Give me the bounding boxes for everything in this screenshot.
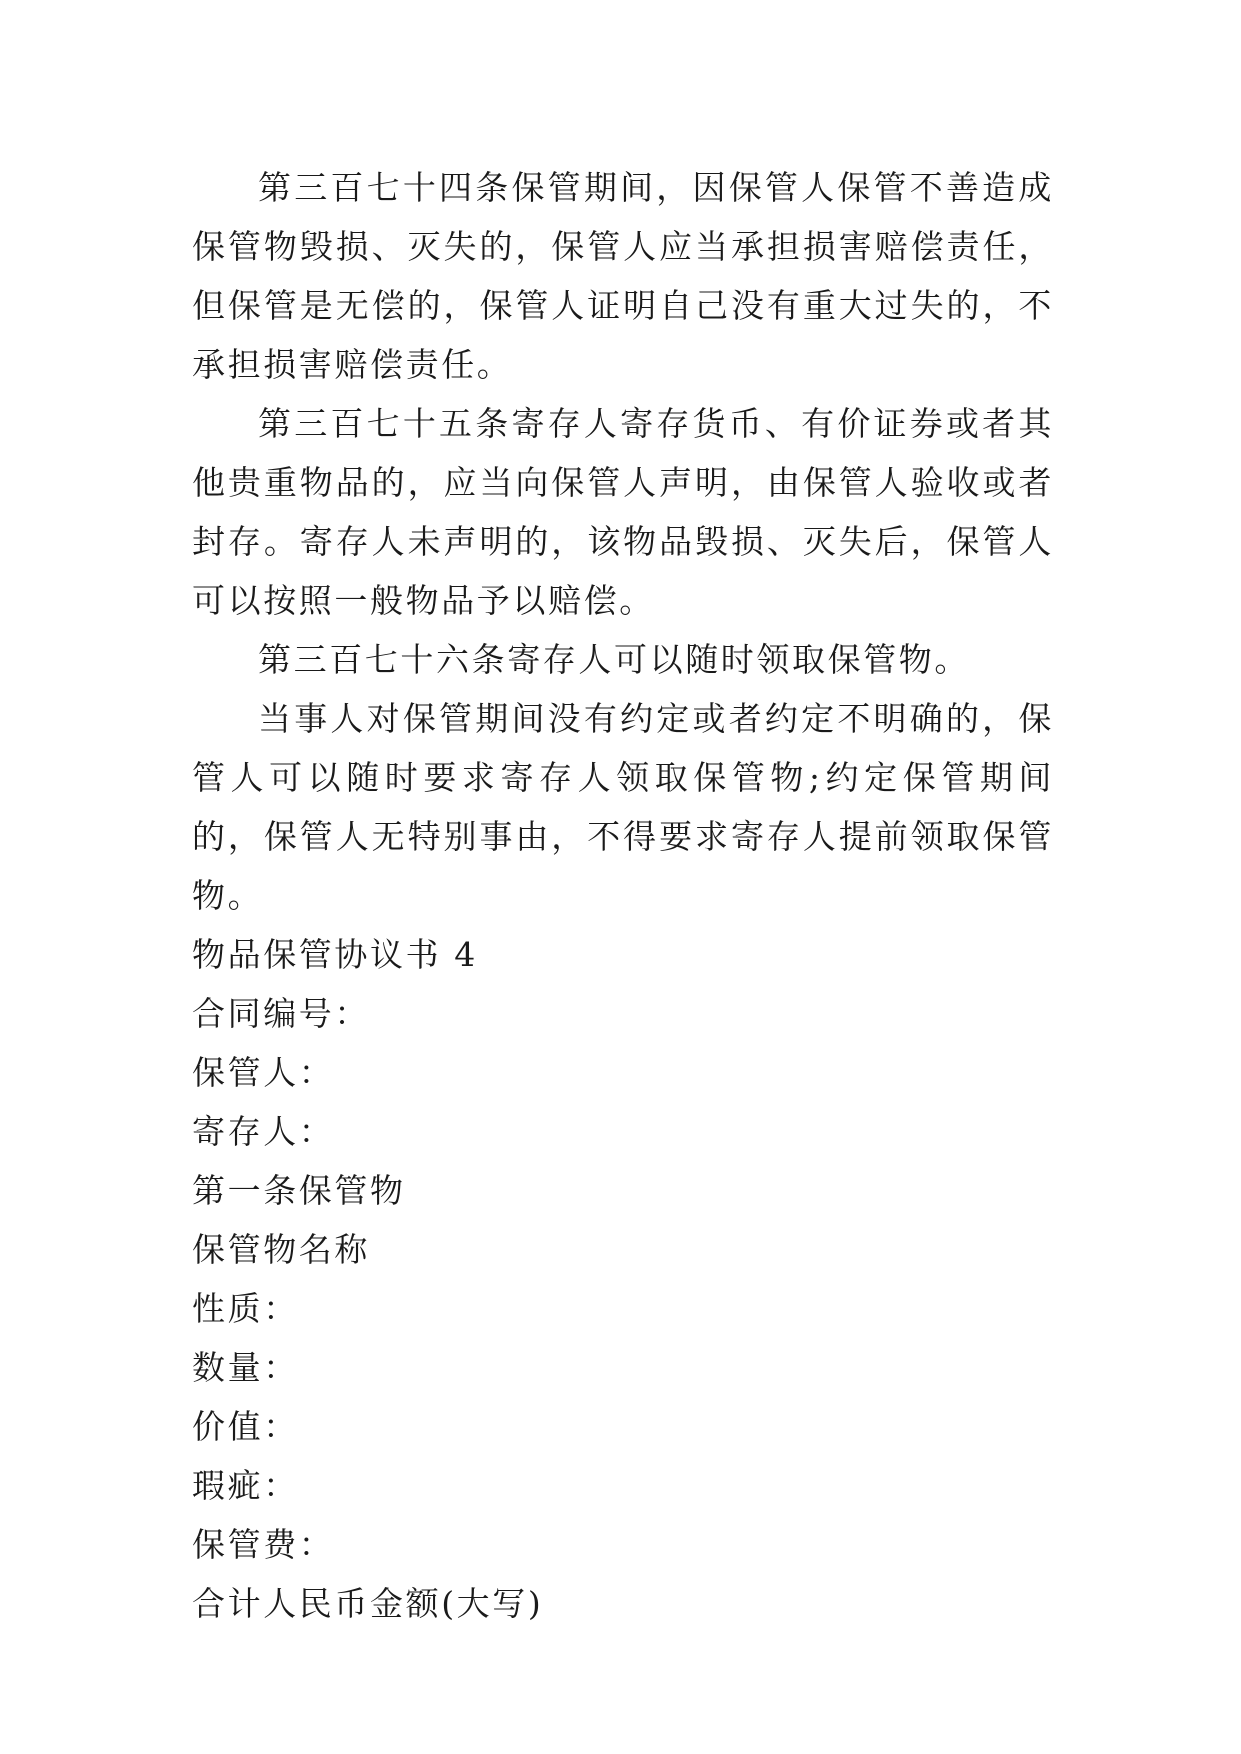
article-376-paragraph: 第三百七十六条寄存人可以随时领取保管物。 — [258, 640, 970, 679]
document-body — [192, 158, 1054, 1633]
article-374-paragraph: 第三百七十四条保管期间，因保管人保管不善造成保管物毁损、灭失的，保管人应当承担损害赔偿责任，但保管是无偿的，保管人证明自己没有重大过失的，不承担损害赔偿责任。 — [192, 168, 1054, 384]
value-field: 价值： — [192, 1407, 299, 1446]
article-1-heading: 第一条保管物 — [192, 1171, 406, 1210]
article-376-clause-paragraph: 当事人对保管期间没有约定或者约定不明确的，保管人可以随时要求寄存人领取保管物;约定保管期间的，保管人无特别事由，不得要求寄存人提前领取保管物。 — [192, 699, 1054, 915]
article-375-paragraph: 第三百七十五条寄存人寄存货币、有价证券或者其他贵重物品的，应当向保管人声明，由保管人验收或者封存。寄存人未声明的，该物品毁损、灭失后，保管人可以按照一般物品予以赔偿。 — [192, 404, 1054, 620]
custodian-field: 保管人： — [192, 1053, 335, 1092]
agreement-title: 物品保管协议书 4 — [192, 935, 478, 974]
total-amount-field: 合计人民币金额(大写) — [192, 1584, 544, 1623]
item-name-field: 保管物名称 — [192, 1230, 370, 1269]
depositor-field: 寄存人： — [192, 1112, 335, 1151]
contract-number-field: 合同编号： — [192, 994, 370, 1033]
storage-fee-field: 保管费： — [192, 1525, 335, 1564]
nature-field: 性质： — [192, 1289, 299, 1328]
defects-field: 瑕疵： — [192, 1466, 299, 1505]
quantity-field: 数量： — [192, 1348, 299, 1387]
